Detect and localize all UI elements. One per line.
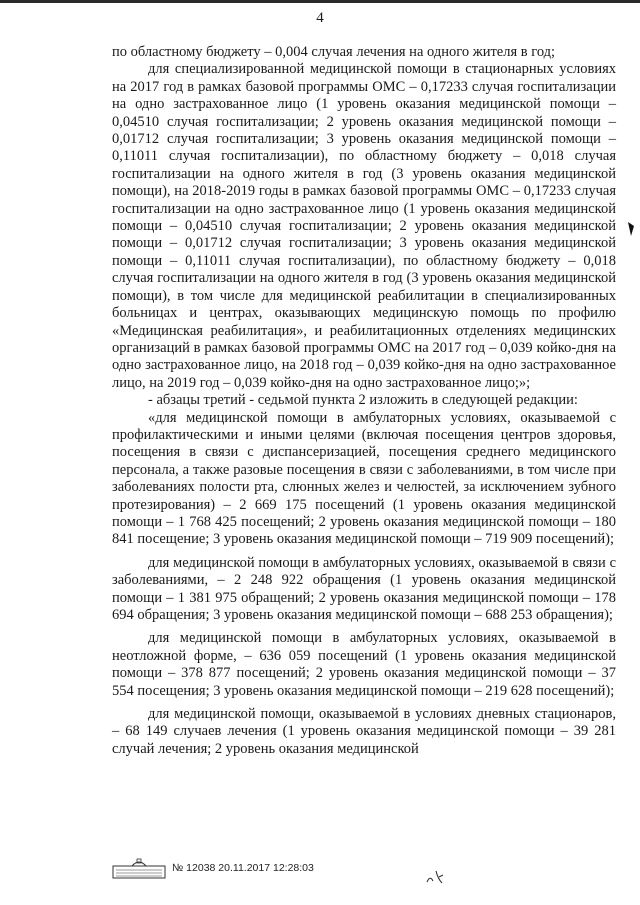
scan-edge <box>0 0 640 3</box>
handwritten-mark-icon <box>424 865 446 887</box>
paragraph: для медицинской помощи в амбулаторных условиях, оказываемой в неотложной форме, – 636 059 посещений (1 уровень оказания медицинской помощи – 378 877 посещений; 2 уровень оказания медицинской помощи – 37 554 посещения; 3 уровень оказания медицинской помощи – 219 628 посещений); <box>112 630 616 699</box>
paragraph: для специализированной медицинской помощи в стационарных условиях на 2017 год в рамках базовой программы ОМС – 0,17233 случая госпитализации на одно застрахованное лицо (1 уровень оказания медицинской помощи – 0,04510 случая госпитализации; 2 уровень оказания медицинской помощи – 0,01712 случая госпитализации; 3 уровень оказания медицинской помощи – 0,11011 случая госпитализации), по областному бюджету – 0,018 случая госпитализации на одного жителя в год (3 уровень оказания медицинской помощи), на 2018-2019 годы в рамках базовой программы ОМС – 0,17233 случая госпитализации на одно застрахованное лицо (1 уровень оказания медицинской помощи – 0,04510 случая госпитализации; 2 уровень оказания медицинской помощи – 0,01712 случая госпитализации; 3 уровень оказания медицинской помощи – 0,11011 случая госпитализации), по областному бюджету – 0,018 случая госпитализации на одного жителя в год (3 уровень оказания медицинской помощи), в том числе для медицинской реабилитации в специализированных больницах и центрах, оказывающих медицинскую помощь по профилю «Медицинская реабилитация», и реабилитационных отделениях медицинских организаций в рамках базовой программы ОМС на 2017 год – 0,039 койко-дня на одно застрахованное лицо, на 2018 год – 0,039 койко-дня на одно застрахованное лицо, на 2019 год – 0,039 койко-дня на одно застрахованное лицо;»; <box>112 61 616 391</box>
registration-stamp <box>112 857 314 879</box>
document-body <box>112 44 616 758</box>
paragraph: для медицинской помощи в амбулаторных условиях, оказываемой в связи с заболеваниями, – 2 248 922 обращения (1 уровень оказания медицинской помощи – 1 381 975 обращений; 2 уровень оказания медицинской помощи – 178 694 обращения; 3 уровень оказания медицинской помощи – 688 253 обращения); <box>112 554 616 623</box>
seal-icon <box>112 857 166 879</box>
stamp-number: № 12038 20.11.2017 12:28:03 <box>172 862 314 874</box>
paragraph: - абзацы третий - седьмой пункта 2 изложить в следующей редакции: <box>148 392 578 409</box>
paragraph: для медицинской помощи, оказываемой в условиях дневных стационаров, – 68 149 случаев лечения (1 уровень оказания медицинской помощи – 39 281 случай лечения; 2 уровень оказания медицинской <box>112 706 616 757</box>
page-number: 4 <box>316 10 324 26</box>
margin-mark-icon <box>626 220 636 238</box>
paragraph: по областному бюджету – 0,004 случая лечения на одного жителя в год; <box>112 44 556 60</box>
paragraph: «для медицинской помощи в амбулаторных условиях, оказываемой с профилактическими и иными целями (включая посещения центров здоровья, посещения в связи с диспансеризацией, посещения среднего медицинского персонала, а также разовые посещения в связи с заболеваниями, в том числе при заболеваниях полости рта, слюнных желез и челюстей, за исключением зубного протезирования) – 2 669 175 посещений (1 уровень оказания медицинской помощи – 1 768 425 посещений; 2 уровень оказания медицинской помощи – 180 841 посещение; 3 уровень оказания медицинской помощи – 719 909 посещений); <box>112 409 616 548</box>
